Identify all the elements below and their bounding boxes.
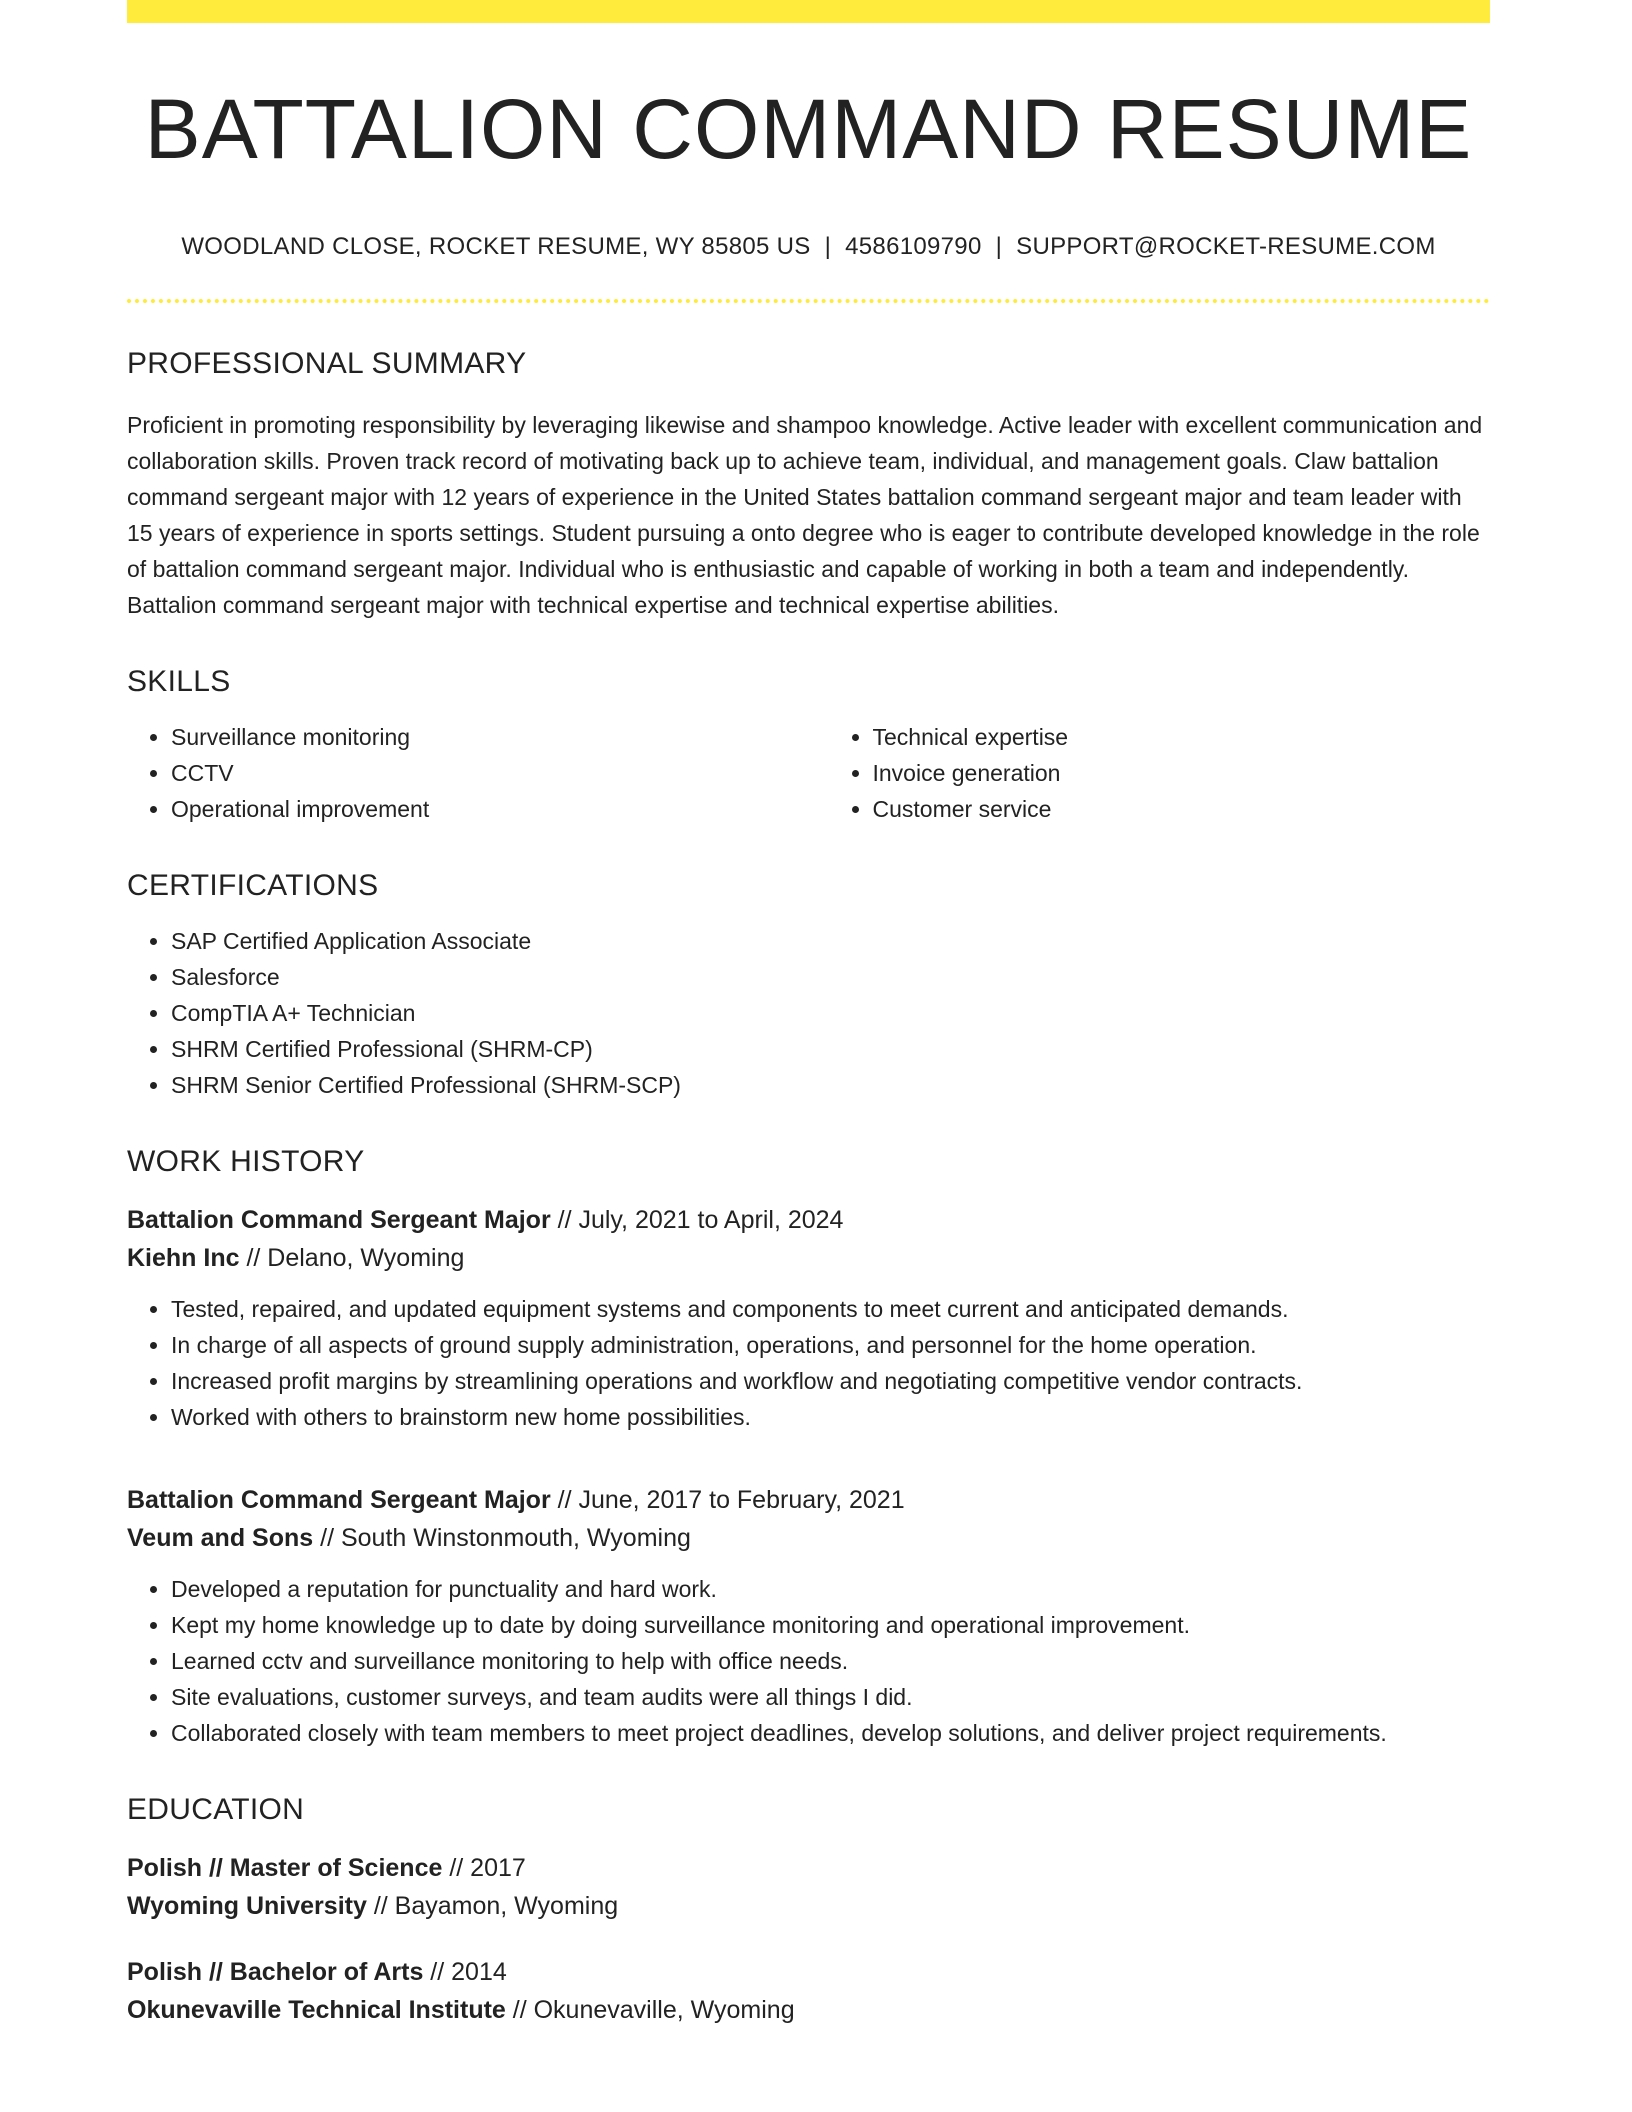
top-accent-bar [127,0,1490,23]
education-degree: Polish // Master of Science [127,1854,443,1883]
job-bullet: • Tested, repaired, and updated equipment systems and components to meet current and anticipated demands. [171,1291,1490,1327]
job-company: Kiehn Inc [127,1244,240,1273]
summary-text: Proficient in promoting responsibility by leveraging likewise and shampoo knowledge. Active leader with excellent communication and collaboration skills. Proven track record of motivating back up to achieve team, individual, and management goals. Claw battalion command sergeant major with 12 years of experience in the United States battalion command sergeant major and team leader with 15 years of experience in sports settings. Student pursuing a onto degree who is eager to contribute developed knowledge in the role of battalion command sergeant major. Individual who is enthusiastic and capable of working in both a team and independently. Battalion command sergeant major with technical expertise and technical expertise abilities. [127,412,1483,619]
education-degree: Polish // Bachelor of Arts [127,1958,424,1987]
skills-section [127,665,1490,827]
job-bullets [127,1291,1490,1435]
dotted-divider [127,299,1490,303]
skill-item: • Customer service [873,791,1491,827]
job-entry [127,1201,1490,1435]
skills-right-list [789,719,1491,827]
job-bullet: • Kept my home knowledge up to date by doing surveillance monitoring and operational improvement. [171,1607,1490,1643]
job-bullet: • Worked with others to brainstorm new home possibilities. [171,1399,1490,1435]
education-year: // 2014 [423,1958,507,1987]
contact-address: WOODLAND CLOSE, ROCKET RESUME, WY 85805 US [181,233,811,261]
skills-left-list [127,719,789,827]
education-year: // 2017 [442,1854,526,1883]
job-company-line [127,1519,1490,1557]
skills-title: SKILLS [127,665,231,699]
contact-line [127,233,1490,261]
contact-separator: | [824,233,832,261]
summary-title: PROFESSIONAL SUMMARY [127,347,527,381]
job-location: // South Winstonmouth, Wyoming [313,1524,691,1553]
education-degree-line [127,1953,1490,1991]
contact-phone: 4586109790 [845,233,982,261]
job-role: Battalion Command Sergeant Major [127,1486,551,1515]
skill-item: • Invoice generation [873,755,1491,791]
job-title-line [127,1201,1490,1239]
job-bullet: • Developed a reputation for punctuality and hard work. [171,1571,1490,1607]
education-school: Wyoming University [127,1892,367,1921]
job-bullet: • In charge of all aspects of ground supply administration, operations, and personnel for the home operation. [171,1327,1490,1363]
job-bullet: • Increased profit margins by streamlining operations and workflow and negotiating competitive vendor contracts. [171,1363,1490,1399]
certification-item: • SHRM Certified Professional (SHRM-CP) [171,1031,1490,1067]
job-bullet: • Collaborated closely with team members to meet project deadlines, develop solutions, and deliver project requirements. [171,1715,1490,1751]
certification-item: • SAP Certified Application Associate [171,923,1490,959]
education-entry [127,1849,1490,1925]
certification-item: • Salesforce [171,959,1490,995]
job-dates: // July, 2021 to April, 2024 [550,1206,844,1235]
job-bullet: • Site evaluations, customer surveys, and team audits were all things I did. [171,1679,1490,1715]
certification-item: • SHRM Senior Certified Professional (SHRM-SCP) [171,1067,1490,1103]
job-title-line [127,1481,1490,1519]
education-school: Okunevaville Technical Institute [127,1996,506,2025]
contact-email[interactable]: SUPPORT@ROCKET-RESUME.COM [1016,233,1436,261]
resume-page [127,0,1490,2029]
job-company: Veum and Sons [127,1524,314,1553]
job-role: Battalion Command Sergeant Major [127,1206,551,1235]
work-history-section [127,1145,1490,1751]
certifications-list [127,923,1490,1103]
education-location: // Okunevaville, Wyoming [505,1996,795,2025]
certifications-title: CERTIFICATIONS [127,869,379,903]
job-bullets [127,1571,1490,1751]
education-location: // Bayamon, Wyoming [366,1892,619,1921]
job-entry [127,1481,1490,1751]
education-title: EDUCATION [127,1793,305,1827]
skill-item: • Technical expertise [873,719,1491,755]
skill-item: • CCTV [171,755,789,791]
certification-item: • CompTIA A+ Technician [171,995,1490,1031]
job-location: // Delano, Wyoming [239,1244,465,1273]
work-history-title: WORK HISTORY [127,1145,365,1179]
education-section [127,1793,1490,2029]
certifications-section [127,869,1490,1103]
contact-separator: | [995,233,1003,261]
job-company-line [127,1239,1490,1277]
resume-name: BATTALION COMMAND RESUME [144,82,1473,176]
education-entry [127,1953,1490,2029]
skills-grid [127,719,1490,827]
education-school-line [127,1991,1490,2029]
skill-item: • Surveillance monitoring [171,719,789,755]
skill-item: • Operational improvement [171,791,789,827]
education-degree-line [127,1849,1490,1887]
education-school-line [127,1887,1490,1925]
job-dates: // June, 2017 to February, 2021 [550,1486,905,1515]
job-bullet: • Learned cctv and surveillance monitoring to help with office needs. [171,1643,1490,1679]
